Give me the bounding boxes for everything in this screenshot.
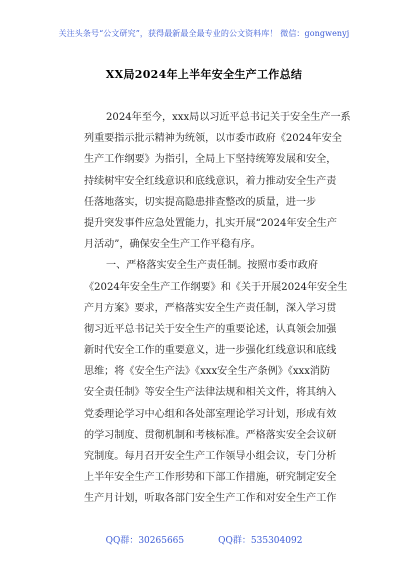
paragraph-1-line-6: 提升突发事件应急处置能力，扎实开展“2024年安全生产 — [84, 217, 337, 229]
footer-contact — [0, 533, 408, 546]
paragraph-2-line-6: 思维；将《安全生产法》《xxx安全生产条例》《xxx消防 — [84, 366, 331, 378]
paragraph-2-line-5: 新时代安全工作的重要意义，进一步强化红线意识和底线 — [84, 345, 337, 357]
paragraph-1-line-4: 持续树牢安全红线意识和底线意识，着力推动安全生产责 — [84, 175, 337, 187]
paragraph-1-line-5: 任落地落实，切实提高隐患排查整改的质量，进一步 — [84, 196, 317, 208]
paragraph-2-line-7: 安全责任制》等安全生产法律法规和相关文件，将其纳入 — [84, 387, 337, 399]
paragraph-2-line-4: 彻习近平总书记关于安全生产的重要论述，认真领会加强 — [84, 323, 337, 335]
paragraph-2-line-3: 产月方案》要求，严格落实安全生产责任制，深入学习贯 — [84, 302, 337, 314]
paragraph-1-line-2: 列重要指示批示精神为统领，以市委市政府《2024年安全 — [84, 133, 342, 145]
paragraph-1-line-7: 月活动”，确保安全生产工作平稳有序。 — [84, 239, 261, 251]
paragraph-1-line-3: 生产工作纲要》为指引，全局上下坚持统筹发展和安全， — [84, 154, 337, 166]
paragraph-2-line-12: 生产月计划，听取各部门安全生产工作和对安全生产工作 — [84, 493, 337, 505]
paragraph-2-line-2: 《2024年安全生产工作纲要》和《关于开展2024年安全生 — [84, 281, 348, 293]
qq-group-right: QQ群：535304092 — [218, 536, 303, 546]
paragraph-2-line-1: 一、严格落实安全生产责任制。按照市委市政府 — [106, 260, 318, 272]
paragraph-2-line-8: 党委理论学习中心组和各处部室理论学习计划，形成有效 — [84, 408, 337, 420]
qq-group-left: QQ群：30265665 — [105, 536, 185, 546]
document-title: XX局2024年上半年安全生产工作总结 — [105, 68, 303, 81]
header-banner: 关注头条号“公文研究”，获得最新最全最专业的公文资料库！ 微信：gongwenyj — [58, 29, 350, 38]
paragraph-2-line-10: 究制度。每月召开安全生产工作领导小组会议，专门分析 — [84, 451, 337, 462]
paragraph-2-line-11: 上半年安全生产工作形势和下部工作措施，研究制定安全 — [84, 472, 337, 484]
document-body — [84, 107, 351, 510]
paragraph-1-line-1: 2024年至今，xxx局以习近平总书记关于安全生产一系 — [106, 112, 351, 123]
paragraph-2-line-9: 的学习制度、贯彻机制和考核标准。严格落实安全会议研 — [84, 429, 337, 441]
